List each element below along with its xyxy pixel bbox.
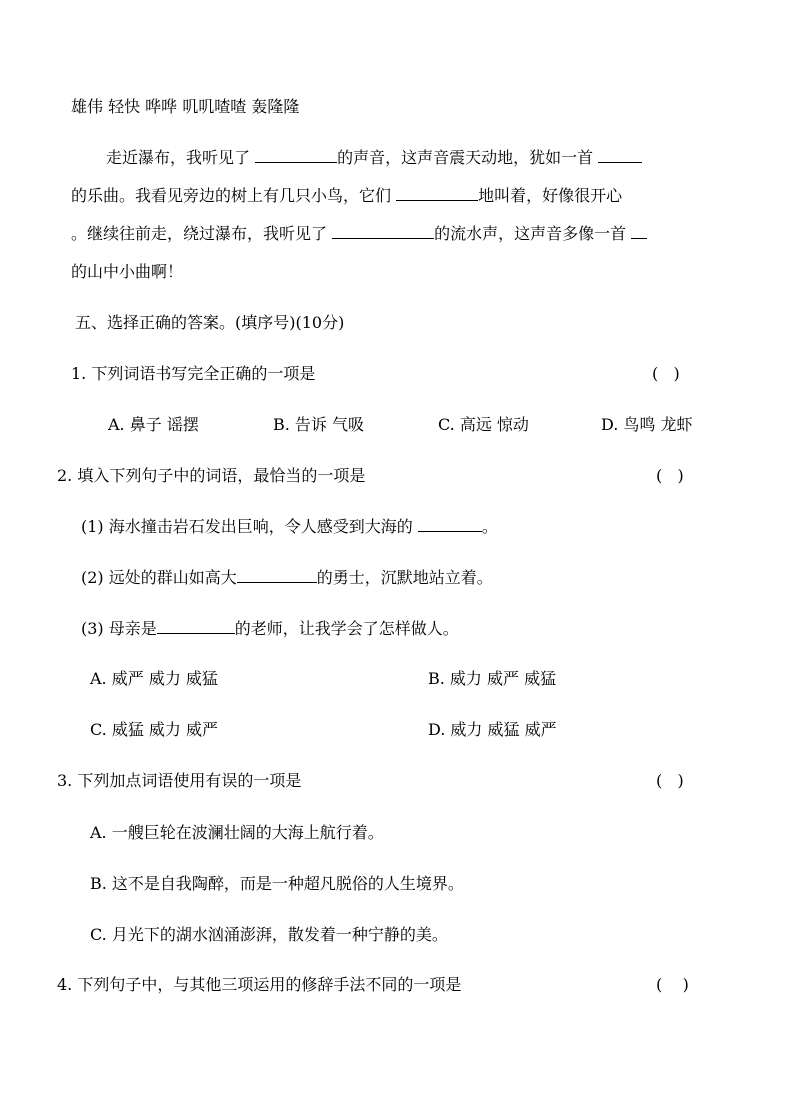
- sentence-text: (3) 母亲是: [81, 619, 157, 638]
- sentence-text: (2) 远处的群山如高大: [81, 568, 237, 587]
- sentence-text: 的勇士，沉默地站立着。: [316, 568, 493, 587]
- option-d[interactable]: D. 鸟鸣 龙虾: [601, 415, 693, 434]
- passage-text: 的声音，这声音震天动地，犹如一首: [337, 148, 594, 167]
- passage-text: 。继续往前走，绕过瀑布，我听见了: [71, 224, 328, 243]
- answer-blank[interactable]: [418, 517, 482, 532]
- option-c[interactable]: C. 威猛 威力 威严: [90, 720, 219, 739]
- answer-blank[interactable]: [396, 186, 478, 201]
- word-bank: 雄伟 轻快 哗哗 叽叽喳喳 轰隆隆: [71, 97, 300, 116]
- passage-text: 走近瀑布，我听见了: [106, 148, 251, 167]
- question-1-stem: 1. 下列词语书写完全正确的一项是: [71, 364, 316, 383]
- sentence-text: 的老师，让我学会了怎样做人。: [234, 619, 459, 638]
- sentence-text: 。: [481, 517, 498, 536]
- option-a[interactable]: A. 威严 威力 威猛: [90, 669, 218, 688]
- question-2-stem: 2. 填入下列句子中的词语，最恰当的一项是: [57, 466, 366, 485]
- passage-line-1: [106, 148, 642, 168]
- question-4-stem: 4. 下列句子中，与其他三项运用的修辞手法不同的一项是: [57, 975, 462, 994]
- option-a[interactable]: A. 一艘巨轮在波澜壮阔的大海上航行着。: [90, 823, 384, 842]
- option-a[interactable]: A. 鼻子 谣摆: [108, 415, 199, 434]
- answer-blank[interactable]: [157, 619, 235, 634]
- option-b[interactable]: B. 告诉 气吸: [273, 415, 365, 434]
- question-3-stem: 3. 下列加点词语使用有误的一项是: [57, 771, 302, 790]
- answer-blank[interactable]: [598, 148, 642, 163]
- answer-paren[interactable]: ( ): [652, 364, 680, 383]
- option-b[interactable]: B. 威力 威严 威猛: [428, 669, 557, 688]
- answer-paren[interactable]: ( ): [656, 466, 684, 485]
- answer-blank[interactable]: [332, 224, 434, 239]
- passage-line-4: 的山中小曲啊！: [71, 262, 184, 281]
- option-c[interactable]: C. 高远 惊动: [438, 415, 529, 434]
- sentence-1: [81, 517, 498, 537]
- option-d[interactable]: D. 威力 威猛 威严: [428, 720, 557, 739]
- answer-paren[interactable]: ( ): [656, 771, 684, 790]
- passage-text: 的流水声，这声音多像一首: [434, 224, 627, 243]
- answer-blank[interactable]: [255, 148, 337, 163]
- answer-paren[interactable]: ( ): [656, 975, 689, 994]
- sentence-3: [81, 619, 459, 639]
- passage-line-3: [71, 224, 647, 244]
- answer-blank[interactable]: [237, 568, 317, 583]
- answer-blank[interactable]: [631, 224, 647, 239]
- passage-text: 地叫着，好像很开心: [478, 186, 623, 205]
- sentence-2: [81, 568, 493, 588]
- section-title: 五、选择正确的答案。(填序号)(10分): [75, 313, 345, 332]
- option-c[interactable]: C. 月光下的湖水汹涌澎湃，散发着一种宁静的美。: [90, 925, 448, 944]
- sentence-text: (1) 海水撞击岩石发出巨响，令人感受到大海的: [81, 517, 413, 536]
- option-b[interactable]: B. 这不是自我陶醉，而是一种超凡脱俗的人生境界。: [90, 874, 464, 893]
- passage-text: 的乐曲。我看见旁边的树上有几只小鸟，它们: [71, 186, 392, 205]
- passage-line-2: [71, 186, 622, 206]
